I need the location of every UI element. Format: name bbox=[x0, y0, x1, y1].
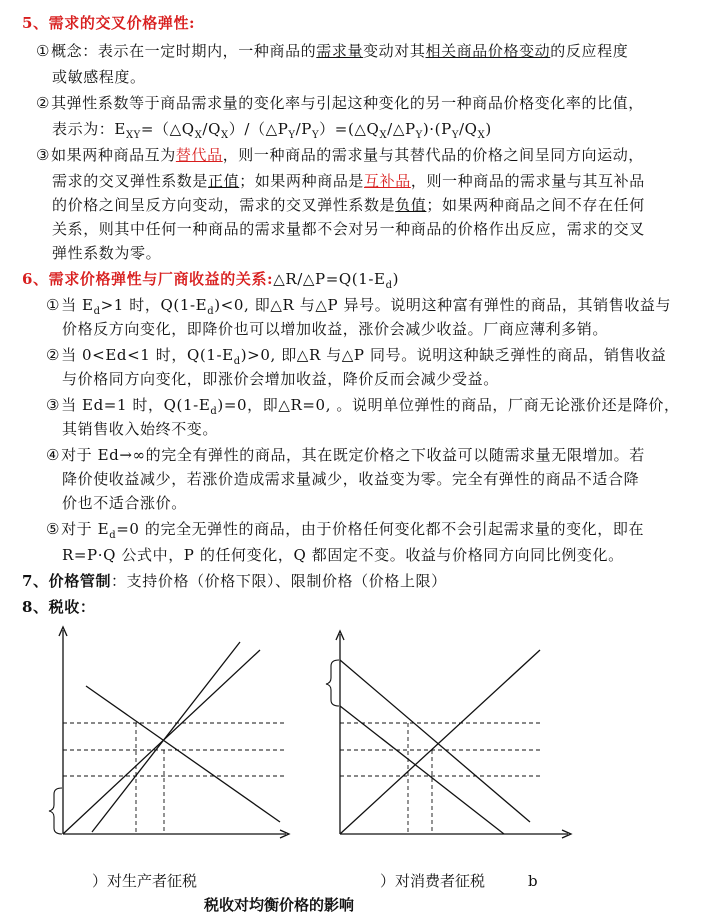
sec6-i5-line2 bbox=[62, 544, 624, 566]
text: 或敏感程度。 bbox=[52, 68, 146, 86]
sec5-p1-line2 bbox=[52, 66, 146, 88]
text: 概念：表示在一定时期内，一种商品的 bbox=[51, 42, 317, 60]
demand-curve-shifted bbox=[340, 706, 504, 834]
section-8-number: 8、 bbox=[22, 598, 49, 616]
sec5-p3-line3 bbox=[52, 194, 645, 216]
text: ，则一种商品的需求量与其替代品的价格之间呈同方向运动， bbox=[222, 146, 644, 164]
supply-curve bbox=[340, 650, 540, 834]
underlined-term: 需求量 bbox=[316, 42, 364, 60]
text: ，则一种商品的需求量与其互补品 bbox=[410, 172, 645, 190]
section-5-title: 需求的交叉价格弹性: bbox=[48, 14, 196, 32]
sec6-i2-line1 bbox=[46, 344, 666, 366]
section-6-title: 需求价格弹性与厂商收益的关系: bbox=[48, 270, 274, 288]
demand-curve-original bbox=[340, 660, 530, 822]
text: ；如果两种商品是 bbox=[239, 172, 365, 190]
section-6-formula: $\triangle R/\triangle P=Q(1-E_d)$ bbox=[273, 270, 400, 291]
text: R=P·Q 公式中，P 的任何变化，Q 都固定不变。收益与价格同方向同比例变化。 bbox=[62, 546, 624, 564]
section-7-number: 7、 bbox=[22, 572, 49, 590]
caption-consumer-tax: ）对消费者征税 bbox=[380, 872, 486, 890]
circled-number-4: ④ bbox=[46, 446, 61, 464]
figure-title: 税收对均衡价格的影响 bbox=[204, 896, 355, 914]
text: 的价格之间呈反方向变动，需求的交叉弹性系数是 bbox=[52, 196, 396, 214]
text: 其销售收入始终不变。 bbox=[62, 420, 219, 438]
text: 降价使收益减少，若涨价造成需求量减少，收益变为零。完全有弹性的商品不适合降 bbox=[62, 470, 640, 488]
sec5-p2-formula bbox=[52, 118, 492, 140]
tax-brace-left bbox=[326, 660, 339, 706]
section-7-text: ：支持价格（价格下限）、限制价格（价格上限） bbox=[111, 572, 447, 590]
text: 其弹性系数等于商品需求量的变化率与引起这种变化的另一种商品价格变化率的比值， bbox=[51, 94, 644, 112]
text: ；如果两种商品之间不存在任何 bbox=[426, 196, 645, 214]
circled-number-3: ③ bbox=[36, 146, 51, 164]
circled-number-5: ⑤ bbox=[46, 520, 61, 538]
substitute-goods-term: 替代品 bbox=[175, 146, 223, 164]
section-6-heading bbox=[22, 268, 399, 290]
text: 对于 Ed→∞的完全有弹性的商品，其在既定价格之下收益可以随需求量无限增加。若 bbox=[61, 446, 645, 464]
section-8-title: 税收 bbox=[48, 598, 80, 616]
tax-on-producers-diagram bbox=[40, 622, 300, 852]
circled-number-1: ① bbox=[36, 42, 51, 60]
caption-producer-tax: ）对生产者征税 bbox=[92, 872, 198, 890]
tax-brace-left bbox=[49, 788, 62, 834]
cross-elasticity-formula: 表示为：$E_{XY}=(\triangle Q_X/Q_X)/(\triangle P_Y/P_Y)=(\triangle Q_X/\triangle P_Y)\cdot(P_Y/Q_X)$ bbox=[52, 120, 492, 141]
circled-number-1: ① bbox=[46, 296, 61, 314]
circled-number-2: ② bbox=[36, 94, 51, 112]
sec5-p3-line2 bbox=[52, 170, 645, 192]
sec5-p2-line1 bbox=[36, 92, 644, 114]
sec6-i3-line2 bbox=[62, 418, 218, 440]
sec6-i1-line1 bbox=[46, 294, 671, 316]
sec5-p3-line5 bbox=[52, 242, 161, 264]
sec6-i2-line2 bbox=[62, 368, 499, 390]
circled-number-3: ③ bbox=[46, 396, 61, 414]
sec6-i4-line3 bbox=[62, 492, 187, 514]
sec6-i5-line1 bbox=[46, 518, 644, 540]
complement-goods-term: 互补品 bbox=[364, 172, 411, 190]
negative-value-term: 负值 bbox=[395, 196, 427, 214]
section-7-heading bbox=[22, 570, 447, 592]
section-7-title: 价格管制 bbox=[48, 572, 112, 590]
text: 当 0<Ed<1 时，$Q(1-E_d)>0$, 即△R 与△P 同号。说明这种缺乏弹性的商品，销售收益 bbox=[61, 346, 667, 367]
section-8-colon: ： bbox=[79, 598, 96, 616]
text: 的反应程度 bbox=[550, 42, 629, 60]
text: 当 $E_d>1$ 时，$Q(1-E_d)<0$, 即△R 与△P 异号。说明这种富有弹性的商品，其销售收益与 bbox=[61, 296, 672, 317]
circled-number-2: ② bbox=[46, 346, 61, 364]
sec5-p1-line1 bbox=[36, 40, 628, 62]
text: 对于 $E_d=0$ 的完全无弹性的商品，由于价格任何变化都不会引起需求量的变化，即在 bbox=[61, 520, 645, 541]
text: 当 Ed=1 时，$Q(1-E_d)=0$，即△R=0, 。说明单位弹性的商品，厂商无论涨价还是降价， bbox=[61, 396, 680, 417]
sec6-i3-line1 bbox=[46, 394, 680, 416]
sec6-i1-line2 bbox=[62, 318, 608, 340]
text: 与价格同方向变化，即涨价会增加收益，降价反而会减少受益。 bbox=[62, 370, 499, 388]
text: 弹性系数为零。 bbox=[52, 244, 162, 262]
text: 价也不适合涨价。 bbox=[62, 494, 187, 512]
caption-b-label: b bbox=[528, 872, 538, 890]
sec6-i4-line2 bbox=[62, 468, 639, 490]
text: 变动对其 bbox=[363, 42, 426, 60]
section-6-number: 6、 bbox=[22, 270, 49, 288]
underlined-term: 相关商品价格变动 bbox=[425, 42, 551, 60]
section-5-heading bbox=[22, 12, 195, 34]
sec5-p3-line4 bbox=[52, 218, 645, 240]
text: 需求的交叉弹性系数是 bbox=[52, 172, 209, 190]
text: 如果两种商品互为 bbox=[51, 146, 176, 164]
supply-curve-shifted bbox=[92, 642, 240, 832]
text: 价格反方向变化，即降价也可以增加收益，涨价会减少收益。厂商应薄利多销。 bbox=[62, 320, 609, 338]
section-8-heading bbox=[22, 596, 95, 618]
tax-on-consumers-diagram bbox=[318, 622, 578, 852]
section-5-number: 5、 bbox=[22, 14, 49, 32]
sec6-i4-line1 bbox=[46, 444, 645, 466]
sec5-p3-line1 bbox=[36, 144, 644, 166]
positive-value-term: 正值 bbox=[208, 172, 240, 190]
text: 关系，则其中任何一种商品的需求量都不会对另一种商品的价格作出反应，需求的交叉 bbox=[52, 220, 645, 238]
